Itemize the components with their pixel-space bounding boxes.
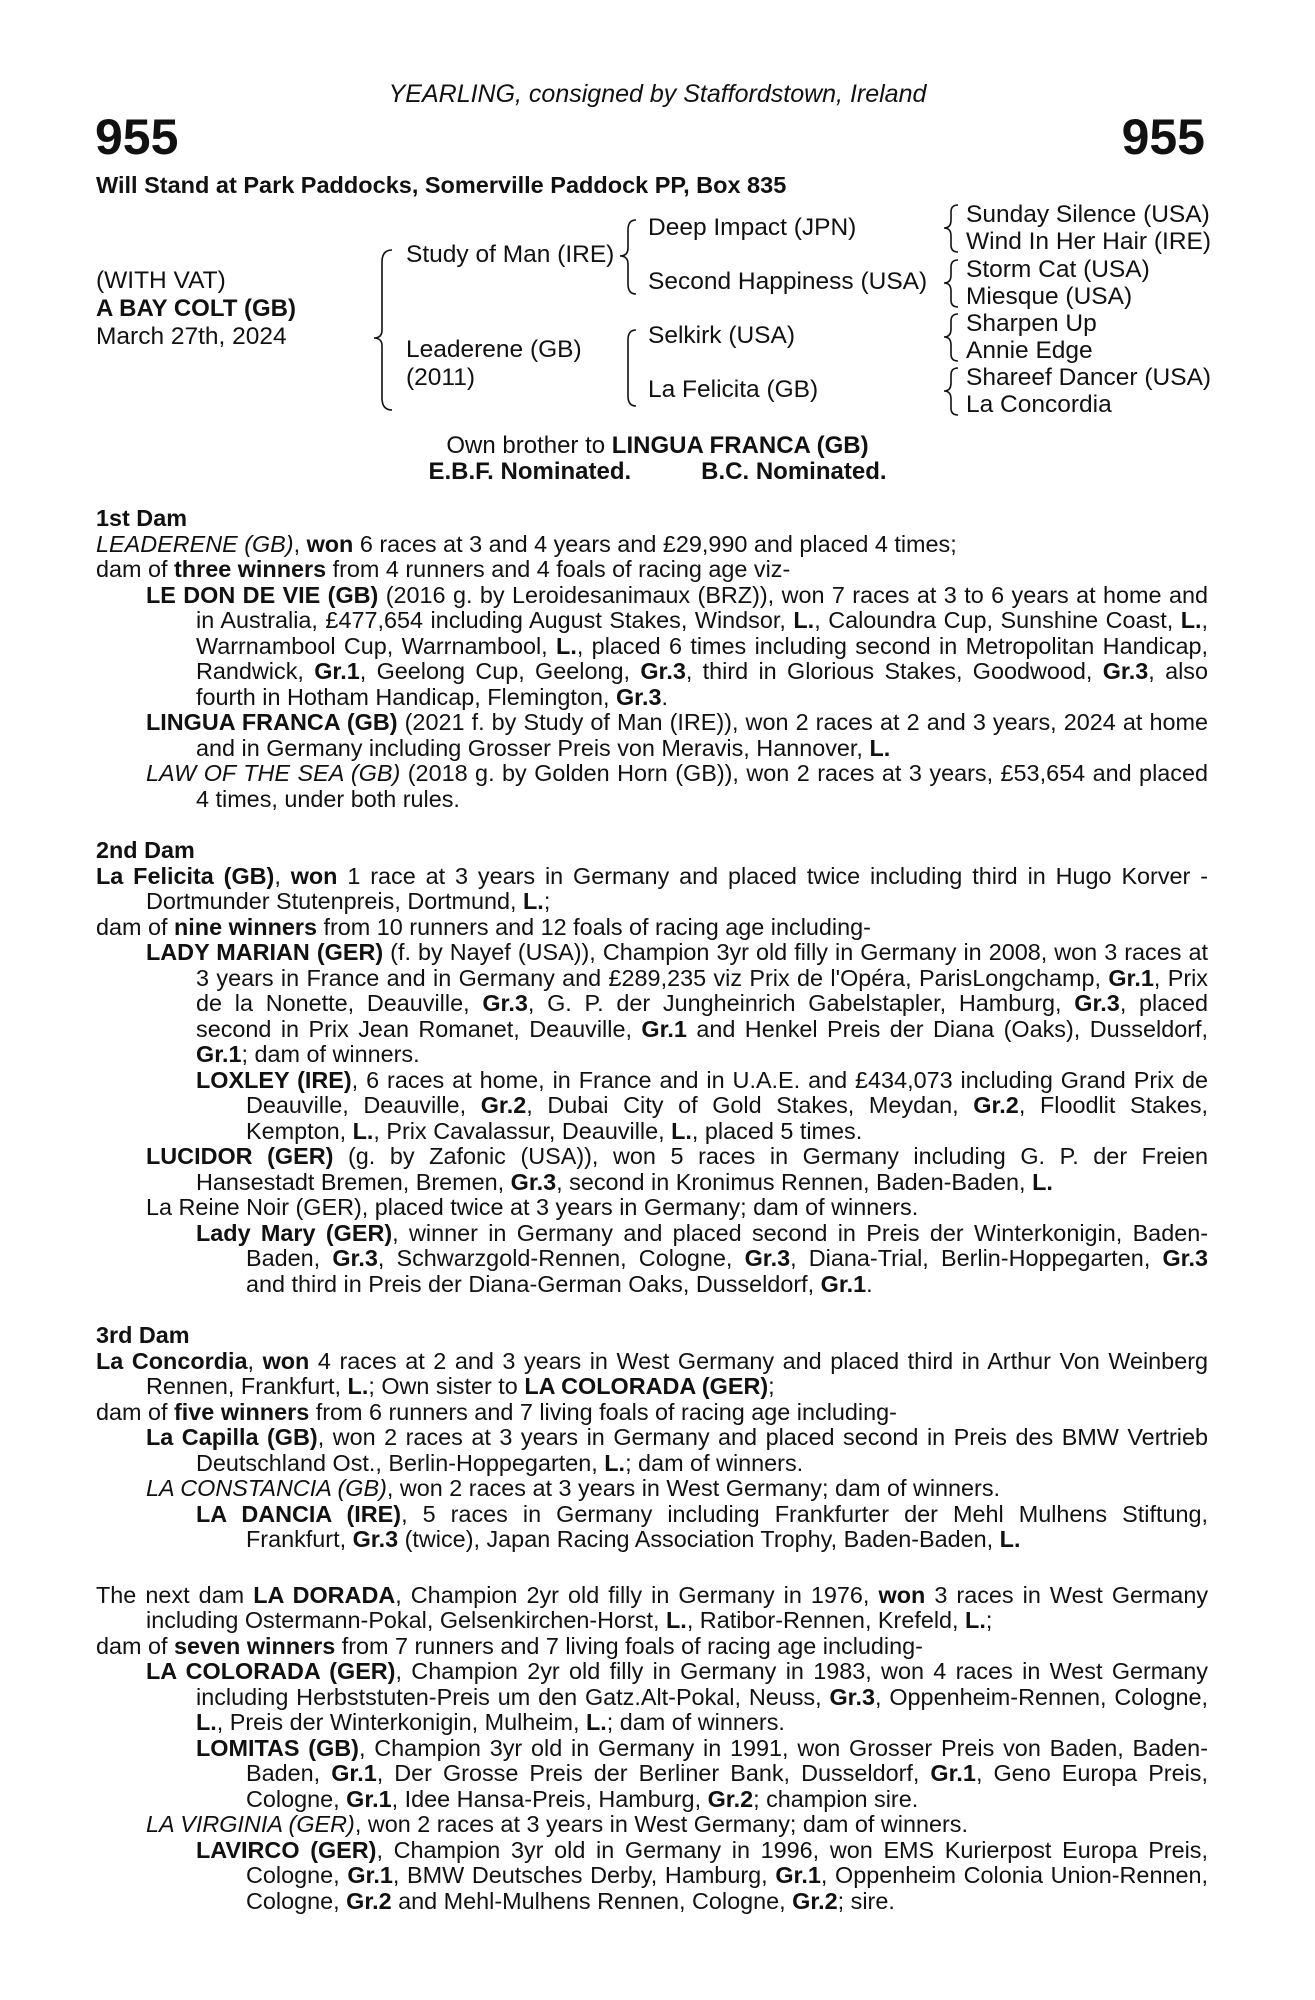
produce-entry: LOMITAS (GB), Champion 3yr old in Germany in 1991, won Grosser Preis von Baden, Baden-Baden, Gr.1, Der Grosse Preis der Berliner Bank, Dusseldorf, Gr.1, Geno Europa Preis, Cologne, Gr.1, Idee Hansa-Preis, Hamburg, Gr.2; champion sire. bbox=[196, 1734, 1208, 1812]
stand-location: Will Stand at Park Paddocks, Somerville Paddock PP, Box 835 bbox=[96, 172, 787, 198]
section-heading: 1st Dam bbox=[96, 505, 188, 531]
nomination-note bbox=[0, 458, 1315, 486]
dam-produce-summary: dam of three winners from 4 runners and 4 foals of racing age viz- bbox=[96, 556, 791, 582]
produce-entry: LAVIRCO (GER), Champion 3yr old in Germany in 1996, won EMS Kurierpost Europa Preis, Cologne, Gr.1, BMW Deutsches Derby, Hamburg, Gr.1, Oppenheim Colonia Union-Rennen, Cologne, Gr.2 and Mehl-Mulhens Rennen, Cologne, Gr.2; sire. bbox=[196, 1836, 1208, 1914]
ancestor-2: Wind In Her Hair (IRE) bbox=[966, 228, 1212, 255]
section-heading: 3rd Dam bbox=[96, 1322, 190, 1348]
produce-entry: La Capilla (GB), won 2 races at 3 years in Germany and placed second in Preis des BMW Vertrieb Deutschland Ost., Berlin-Hoppegarten, L.; dam of winners. bbox=[146, 1424, 1208, 1476]
dam-sire: Selkirk (USA) bbox=[648, 322, 796, 349]
next-dam-section bbox=[96, 1583, 1208, 1915]
section-heading: 2nd Dam bbox=[96, 837, 195, 863]
produce-entry: LADY MARIAN (GER) (f. by Nayef (USA)), Champion 3yr old filly in Germany in 2008, won 3 races at 3 years in France and in Germany and £289,235 viz Prix de l'Opéra, ParisLongchamp, Gr.1, Prix de la Nonette, Deauville, Gr.3, G. P. der Jungheinrich Gabelstapler, Hamburg, Gr.3, placed second in Prix Jean Romanet, Deauville, Gr.1 and Henkel Preis der Diana (Oaks), Dusseldorf, Gr.1; dam of winners. bbox=[146, 939, 1208, 1067]
bc-nominated: B.C. Nominated. bbox=[701, 458, 887, 485]
sire-sire: Deep Impact (JPN) bbox=[648, 214, 857, 241]
first-dam-section bbox=[96, 506, 1208, 812]
ancestor-1: Sunday Silence (USA) bbox=[966, 201, 1210, 228]
ancestor-8: La Concordia bbox=[966, 391, 1112, 418]
dam-produce-summary: dam of nine winners from 10 runners and 12 foals of racing age including- bbox=[96, 913, 871, 940]
third-dam-section bbox=[96, 1323, 1208, 1553]
ancestor-5: Sharpen Up bbox=[966, 310, 1097, 337]
ebf-nominated: E.B.F. Nominated. bbox=[428, 458, 632, 485]
second-dam-section bbox=[96, 838, 1208, 1297]
ancestor-4: Miesque (USA) bbox=[966, 283, 1133, 310]
produce-entry: LOXLEY (IRE), 6 races at home, in France and in U.A.E. and £434,073 including Grand Prix de Deauville, Deauville, Gr.2, Dubai City of Gold Stakes, Meydan, Gr.2, Floodlit Stakes, Kempton, L., Prix Cavalassur, Deauville, L., placed 5 times. bbox=[196, 1066, 1209, 1144]
dam-summary: La Concordia, won 4 races at 2 and 3 years in West Germany and placed third in Arthur Von Weinberg Rennen, Frankfurt, L.; Own sister to LA COLORADA (GER); bbox=[96, 1347, 1209, 1399]
own-brother-note: Own brother to LINGUA FRANCA (GB) bbox=[446, 432, 869, 459]
dam-produce-summary: dam of five winners from 6 runners and 7 living foals of racing age including- bbox=[96, 1398, 897, 1425]
pedigree-notes bbox=[96, 506, 1208, 1914]
produce-entry: LA VIRGINIA (GER), won 2 races at 3 years in West Germany; dam of winners. bbox=[146, 1811, 968, 1837]
produce-entry: LINGUA FRANCA (GB) (2021 f. by Study of Man (IRE)), won 2 races at 2 and 3 years, 2024 at home and in Germany including Grosser Preis von Meravis, Hannover, L. bbox=[146, 709, 1208, 761]
consignor-line: YEARLING, consigned by Staffordstown, Ireland bbox=[388, 80, 927, 108]
dam-year: (2011) bbox=[406, 364, 476, 391]
dam: Leaderene (GB) bbox=[406, 336, 582, 363]
produce-entry: LA CONSTANCIA (GB), won 2 races at 3 years in West Germany; dam of winners. bbox=[146, 1475, 1001, 1501]
produce-entry: LAW OF THE SEA (GB) (2018 g. by Golden Horn (GB)), won 2 races at 3 years, £53,654 and placed 4 times, under both rules. bbox=[146, 760, 1208, 812]
sire-dam: Second Happiness (USA) bbox=[648, 268, 928, 295]
lot-number-left: 955 bbox=[95, 109, 179, 165]
produce-entry: LUCIDOR (GER) (g. by Zafonic (USA)), won 5 races in Germany including G. P. der Freien Hansestadt Bremen, Bremen, Gr.3, second in Kronimus Rennen, Baden-Baden, L. bbox=[146, 1143, 1208, 1195]
produce-entry: Lady Mary (GER), winner in Germany and placed second in Preis der Winterkonigin, Baden-Baden, Gr.3, Schwarzgold-Rennen, Cologne, Gr.3, Diana-Trial, Berlin-Hoppegarten, Gr.3 and third in Preis der Diana-German Oaks, Dusseldorf, Gr.1. bbox=[196, 1219, 1209, 1297]
produce-entry: LA COLORADA (GER), Champion 2yr old filly in Germany in 1983, won 4 races in West Germany including Herbststuten-Preis um den Gatz.Alt-Pokal, Neuss, Gr.3, Oppenheim-Rennen, Cologne, L., Preis der Winterkonigin, Mulheim, L.; dam of winners. bbox=[146, 1658, 1209, 1735]
produce-entry: LE DON DE VIE (GB) (2016 g. by Leroidesanimaux (BRZ)), won 7 races at 3 to 6 years at home and in Australia, £477,654 including August Stakes, Windsor, L., Caloundra Cup, Sunshine Coast, L., Warrnambool Cup, Warrnambool, L., placed 6 times including second in Metropolitan Handicap, Randwick, Gr.1, Geelong Cup, Geelong, Gr.3, third in Glorious Stakes, Goodwood, Gr.3, also fourth in Hotham Handicap, Flemington, Gr.3. bbox=[146, 581, 1209, 710]
dam-produce-summary: dam of seven winners from 7 runners and 7 living foals of racing age including- bbox=[96, 1632, 923, 1659]
dam-summary: La Felicita (GB), won 1 race at 3 years in Germany and placed twice including third in Hugo Korver - Dortmunder Stutenpreis, Dortmund, L.; bbox=[96, 862, 1209, 914]
ancestor-3: Storm Cat (USA) bbox=[966, 256, 1150, 283]
foaling-date: March 27th, 2024 bbox=[96, 323, 287, 350]
dam-dam: La Felicita (GB) bbox=[648, 376, 819, 403]
vat-label: (WITH VAT) bbox=[96, 267, 226, 294]
ancestor-6: Annie Edge bbox=[966, 337, 1093, 364]
horse-name: A BAY COLT (GB) bbox=[96, 295, 297, 322]
lot-number-right: 955 bbox=[1121, 109, 1205, 165]
sire: Study of Man (IRE) bbox=[406, 241, 615, 268]
dam-summary: LEADERENE (GB), won 6 races at 3 and 4 years and £29,990 and placed 4 times; bbox=[96, 530, 957, 557]
produce-entry: LA DANCIA (IRE), 5 races in Germany including Frankfurter der Mehl Mulhens Stiftung, Frankfurt, Gr.3 (twice), Japan Racing Association Trophy, Baden-Baden, L. bbox=[196, 1500, 1208, 1552]
dam-summary: The next dam LA DORADA, Champion 2yr old filly in Germany in 1976, won 3 races in West Germany including Ostermann-Pokal, Gelsenkirchen-Horst, L., Ratibor-Rennen, Krefeld, L.; bbox=[96, 1581, 1209, 1633]
ancestor-7: Shareef Dancer (USA) bbox=[966, 364, 1212, 391]
produce-entry: La Reine Noir (GER), placed twice at 3 years in Germany; dam of winners. bbox=[146, 1194, 919, 1220]
